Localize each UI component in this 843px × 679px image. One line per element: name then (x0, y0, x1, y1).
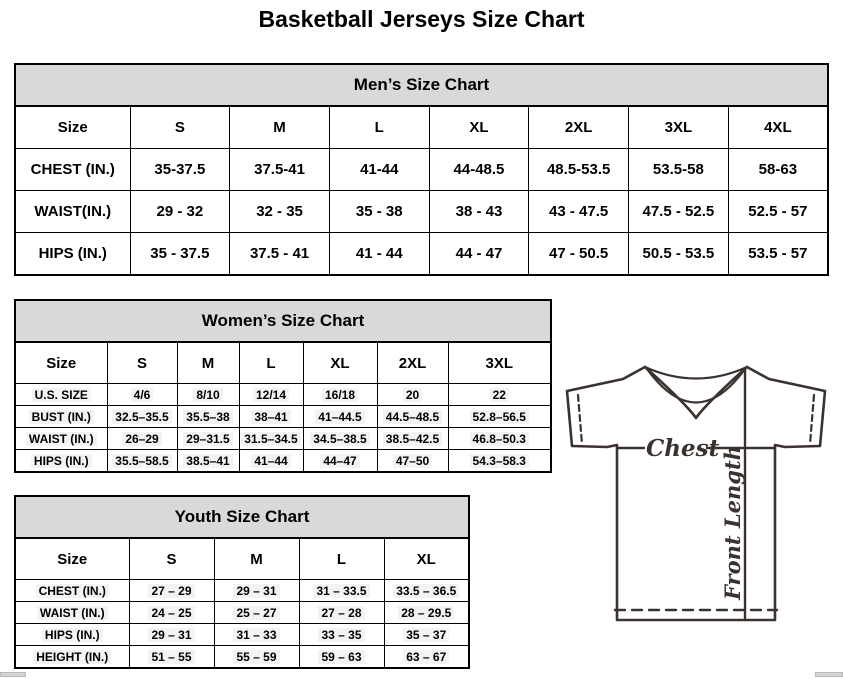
women-cell-0-3-text: 16/18 (322, 388, 358, 402)
women-cell-3-4-text: 47–50 (393, 454, 432, 468)
men-cell-0-3 (429, 149, 529, 191)
women-row-label-3 (15, 450, 107, 473)
men-cell-0-2-text: 41-44 (360, 161, 399, 178)
men-cell-0-0-text: 35-37.5 (154, 161, 206, 178)
women-size-label-text: Size (46, 354, 77, 372)
women-cell-1-2 (239, 406, 303, 428)
youth-chart-title: Youth Size Chart (15, 496, 469, 538)
women-table-row (15, 428, 551, 450)
men-chart-title: Men’s Size Chart (15, 64, 828, 106)
women-table-row (15, 384, 551, 406)
youth-col-header-2 (299, 538, 384, 580)
men-table-header-row (15, 64, 828, 106)
youth-cell-1-2-text: 27 – 28 (318, 606, 364, 620)
men-cell-1-5 (629, 191, 729, 233)
men-cell-0-1 (230, 149, 330, 191)
men-size-header-row (15, 106, 828, 149)
youth-row-label-1 (15, 602, 129, 624)
men-cell-0-5-text: 53.5-58 (652, 161, 704, 178)
women-row-label-1 (15, 406, 107, 428)
youth-cell-1-3-text: 28 – 29.5 (398, 606, 454, 620)
jersey-outline (567, 367, 825, 620)
men-cell-2-2 (329, 233, 429, 276)
mens-size-chart-table (14, 63, 829, 276)
men-col-header-1-text: M (273, 119, 286, 136)
women-col-header-1 (177, 342, 239, 384)
women-cell-1-1 (177, 406, 239, 428)
hscrollbar-right-fragment[interactable] (815, 672, 843, 677)
women-cell-0-5-text: 22 (490, 388, 509, 402)
men-col-header-3-text: XL (469, 119, 489, 136)
youth-cell-2-2-text: 33 – 35 (318, 628, 364, 642)
women-cell-3-5 (448, 450, 551, 473)
jersey-measurement-diagram (556, 360, 834, 630)
men-cell-1-1-text: 32 - 35 (256, 203, 303, 220)
youth-cell-2-3-text: 35 – 37 (403, 628, 449, 642)
women-cell-1-2-text: 38–41 (251, 410, 290, 424)
men-col-header-4-text: 2XL (564, 119, 593, 136)
women-cell-3-3 (303, 450, 377, 473)
women-cell-0-2 (239, 384, 303, 406)
women-size-label (15, 342, 107, 384)
women-row-label-1-text: BUST (IN.) (29, 410, 94, 424)
youth-cell-1-0 (129, 602, 214, 624)
women-col-header-4 (377, 342, 448, 384)
women-cell-2-4 (377, 428, 448, 450)
youth-cell-0-2-text: 31 – 33.5 (313, 584, 369, 598)
men-row-label-0-text: CHEST (IN.) (30, 161, 115, 178)
youth-cell-2-0 (129, 624, 214, 646)
men-cell-1-2 (329, 191, 429, 233)
women-size-header-row (15, 342, 551, 384)
women-col-header-4-text: 2XL (398, 354, 427, 372)
women-cell-0-1 (177, 384, 239, 406)
women-cell-2-5 (448, 428, 551, 450)
men-col-header-5 (629, 106, 729, 149)
women-table-row (15, 406, 551, 428)
men-cell-2-3 (429, 233, 529, 276)
women-cell-2-0 (107, 428, 177, 450)
men-col-header-0 (130, 106, 230, 149)
men-col-header-2-text: L (374, 119, 384, 136)
women-cell-3-0-text: 35.5–58.5 (112, 454, 171, 468)
youth-cell-2-3 (384, 624, 469, 646)
women-cell-0-1-text: 8/10 (193, 388, 222, 402)
youth-cell-1-0-text: 24 – 25 (148, 606, 194, 620)
youth-cell-3-0-text: 51 – 55 (148, 650, 194, 664)
men-col-header-6 (728, 106, 828, 149)
women-col-header-2 (239, 342, 303, 384)
women-cell-3-2 (239, 450, 303, 473)
youth-row-label-3 (15, 646, 129, 669)
men-cell-1-2-text: 35 - 38 (355, 203, 403, 220)
youth-col-header-0-text: S (166, 550, 177, 568)
front-length-label: Front Length (720, 445, 745, 600)
men-cell-0-4-text: 48.5-53.5 (546, 161, 611, 178)
youth-cell-0-3-text: 33.5 – 36.5 (393, 584, 459, 598)
youth-cell-3-2 (299, 646, 384, 669)
women-cell-1-4 (377, 406, 448, 428)
women-cell-2-3 (303, 428, 377, 450)
men-cell-1-6 (728, 191, 828, 233)
youth-size-chart-table (14, 495, 470, 669)
women-table-header-row (15, 300, 551, 342)
men-table-row (15, 149, 828, 191)
men-cell-2-1-text: 37.5 - 41 (249, 245, 310, 262)
women-col-header-3-text: XL (330, 354, 350, 372)
women-cell-3-0 (107, 450, 177, 473)
women-cell-2-1 (177, 428, 239, 450)
women-cell-3-3-text: 44–47 (320, 454, 359, 468)
youth-cell-0-2 (299, 580, 384, 602)
youth-row-label-0-text: CHEST (IN.) (36, 584, 109, 598)
women-cell-1-4-text: 44.5–48.5 (383, 410, 442, 424)
men-col-header-1 (230, 106, 330, 149)
jersey-collar-outer (645, 367, 747, 418)
women-cell-1-5-text: 52.8–56.5 (470, 410, 529, 424)
women-cell-0-5 (448, 384, 551, 406)
women-chart-title: Women’s Size Chart (15, 300, 551, 342)
youth-row-label-1-text: WAIST (IN.) (37, 606, 108, 620)
youth-table-header-row (15, 496, 469, 538)
youth-col-header-3 (384, 538, 469, 580)
women-cell-2-2-text: 31.5–34.5 (241, 432, 300, 446)
women-col-header-1-text: M (201, 354, 215, 372)
youth-cell-3-3-text: 63 – 67 (403, 650, 449, 664)
youth-row-label-2-text: HIPS (IN.) (42, 628, 103, 642)
chest-label: Chest (646, 435, 720, 462)
men-cell-1-4-text: 43 - 47.5 (549, 203, 609, 220)
youth-cell-3-3 (384, 646, 469, 669)
men-size-label-text: Size (57, 119, 88, 136)
youth-row-label-3-text: HEIGHT (IN.) (33, 650, 111, 664)
youth-cell-2-2 (299, 624, 384, 646)
youth-table-row (15, 646, 469, 669)
men-col-header-0-text: S (174, 119, 185, 136)
right-cuff-dashed-line (810, 395, 814, 444)
youth-col-header-1-text: M (250, 550, 263, 568)
women-cell-1-1-text: 35.5–38 (183, 410, 232, 424)
youth-cell-3-1-text: 55 – 59 (233, 650, 279, 664)
men-cell-2-4 (529, 233, 629, 276)
men-cell-2-4-text: 47 - 50.5 (549, 245, 609, 262)
youth-table-row (15, 624, 469, 646)
youth-size-label-text: Size (57, 550, 88, 568)
women-cell-3-2-text: 41–44 (251, 454, 290, 468)
youth-cell-3-0 (129, 646, 214, 669)
women-cell-3-4 (377, 450, 448, 473)
men-row-label-2-text: HIPS (IN.) (38, 245, 107, 262)
women-table-row (15, 450, 551, 473)
youth-cell-3-2-text: 59 – 63 (318, 650, 364, 664)
youth-size-label (15, 538, 129, 580)
men-cell-2-6-text: 53.5 - 57 (748, 245, 808, 262)
youth-cell-0-0-text: 27 – 29 (148, 584, 194, 598)
youth-table-row (15, 580, 469, 602)
women-cell-2-3-text: 34.5–38.5 (310, 432, 369, 446)
men-cell-2-0-text: 35 - 37.5 (150, 245, 210, 262)
women-cell-2-5-text: 46.8–50.3 (470, 432, 529, 446)
youth-row-label-0 (15, 580, 129, 602)
youth-size-header-row (15, 538, 469, 580)
men-cell-2-0 (130, 233, 230, 276)
youth-col-header-0 (129, 538, 214, 580)
women-row-label-2 (15, 428, 107, 450)
men-cell-0-1-text: 37.5-41 (254, 161, 305, 178)
men-cell-0-0 (130, 149, 230, 191)
women-cell-0-3 (303, 384, 377, 406)
men-row-label-1 (15, 191, 130, 233)
women-cell-3-5-text: 54.3–58.3 (470, 454, 529, 468)
women-cell-2-4-text: 38.5–42.5 (383, 432, 442, 446)
youth-col-header-3-text: XL (416, 550, 436, 568)
men-row-label-0 (15, 149, 130, 191)
youth-cell-3-1 (214, 646, 299, 669)
jersey-icon (556, 360, 834, 630)
men-cell-0-6 (728, 149, 828, 191)
womens-size-chart-table (14, 299, 552, 473)
men-cell-1-5-text: 47.5 - 52.5 (642, 203, 715, 220)
men-cell-1-1 (230, 191, 330, 233)
youth-cell-1-1-text: 25 – 27 (233, 606, 279, 620)
page-title: Basketball Jerseys Size Chart (258, 6, 585, 32)
men-cell-0-5 (629, 149, 729, 191)
youth-cell-0-0 (129, 580, 214, 602)
men-table-row (15, 233, 828, 276)
men-cell-2-2-text: 41 - 44 (355, 245, 403, 262)
women-col-header-5 (448, 342, 551, 384)
youth-row-label-2 (15, 624, 129, 646)
women-row-label-2-text: WAIST (IN.) (26, 432, 97, 446)
women-col-header-2-text: L (266, 354, 276, 372)
youth-cell-1-1 (214, 602, 299, 624)
youth-table-row (15, 602, 469, 624)
youth-cell-0-3 (384, 580, 469, 602)
left-cuff-dashed-line (578, 395, 582, 444)
men-cell-1-3 (429, 191, 529, 233)
women-cell-3-1-text: 38.5–41 (183, 454, 232, 468)
hscrollbar-left-fragment[interactable] (0, 672, 26, 677)
women-cell-2-0-text: 26–29 (122, 432, 161, 446)
women-row-label-0-text: U.S. SIZE (32, 388, 91, 402)
women-cell-1-3-text: 41–44.5 (315, 410, 364, 424)
men-cell-2-5 (629, 233, 729, 276)
jersey-collar-back (645, 367, 747, 379)
women-cell-0-0-text: 4/6 (131, 388, 154, 402)
women-cell-0-2-text: 12/14 (253, 388, 289, 402)
men-col-header-2 (329, 106, 429, 149)
men-cell-0-3-text: 44-48.5 (453, 161, 505, 178)
women-cell-1-3 (303, 406, 377, 428)
men-cell-1-4 (529, 191, 629, 233)
men-col-header-4 (529, 106, 629, 149)
women-cell-0-4 (377, 384, 448, 406)
men-cell-1-3-text: 38 - 43 (455, 203, 503, 220)
youth-cell-2-1-text: 31 – 33 (233, 628, 279, 642)
men-cell-2-6 (728, 233, 828, 276)
women-cell-1-5 (448, 406, 551, 428)
youth-cell-1-3 (384, 602, 469, 624)
women-col-header-3 (303, 342, 377, 384)
women-cell-0-0 (107, 384, 177, 406)
women-cell-1-0 (107, 406, 177, 428)
youth-cell-0-1 (214, 580, 299, 602)
men-col-header-3 (429, 106, 529, 149)
women-cell-3-1 (177, 450, 239, 473)
women-cell-0-4-text: 20 (403, 388, 422, 402)
women-col-header-0 (107, 342, 177, 384)
women-cell-2-2 (239, 428, 303, 450)
women-cell-2-1-text: 29–31.5 (183, 432, 232, 446)
men-cell-2-5-text: 50.5 - 53.5 (642, 245, 715, 262)
men-cell-1-0-text: 29 - 32 (156, 203, 204, 220)
men-col-header-6-text: 4XL (764, 119, 792, 136)
men-cell-1-0 (130, 191, 230, 233)
women-cell-1-0-text: 32.5–35.5 (112, 410, 171, 424)
men-cell-1-6-text: 52.5 - 57 (748, 203, 808, 220)
women-col-header-5-text: 3XL (485, 354, 513, 372)
youth-col-header-2-text: L (336, 550, 347, 568)
men-row-label-1-text: WAIST(IN.) (34, 203, 112, 220)
men-cell-0-4 (529, 149, 629, 191)
men-table-row (15, 191, 828, 233)
men-cell-0-2 (329, 149, 429, 191)
men-cell-2-1 (230, 233, 330, 276)
women-row-label-0 (15, 384, 107, 406)
men-row-label-2 (15, 233, 130, 276)
youth-cell-0-1-text: 29 – 31 (233, 584, 279, 598)
men-cell-2-3-text: 44 - 47 (455, 245, 503, 262)
men-col-header-5-text: 3XL (664, 119, 693, 136)
youth-cell-2-0-text: 29 – 31 (148, 628, 194, 642)
men-cell-0-6-text: 58-63 (758, 161, 798, 178)
men-size-label (15, 106, 130, 149)
youth-col-header-1 (214, 538, 299, 580)
youth-cell-2-1 (214, 624, 299, 646)
youth-cell-1-2 (299, 602, 384, 624)
women-row-label-3-text: HIPS (IN.) (31, 454, 92, 468)
women-col-header-0-text: S (136, 354, 147, 372)
